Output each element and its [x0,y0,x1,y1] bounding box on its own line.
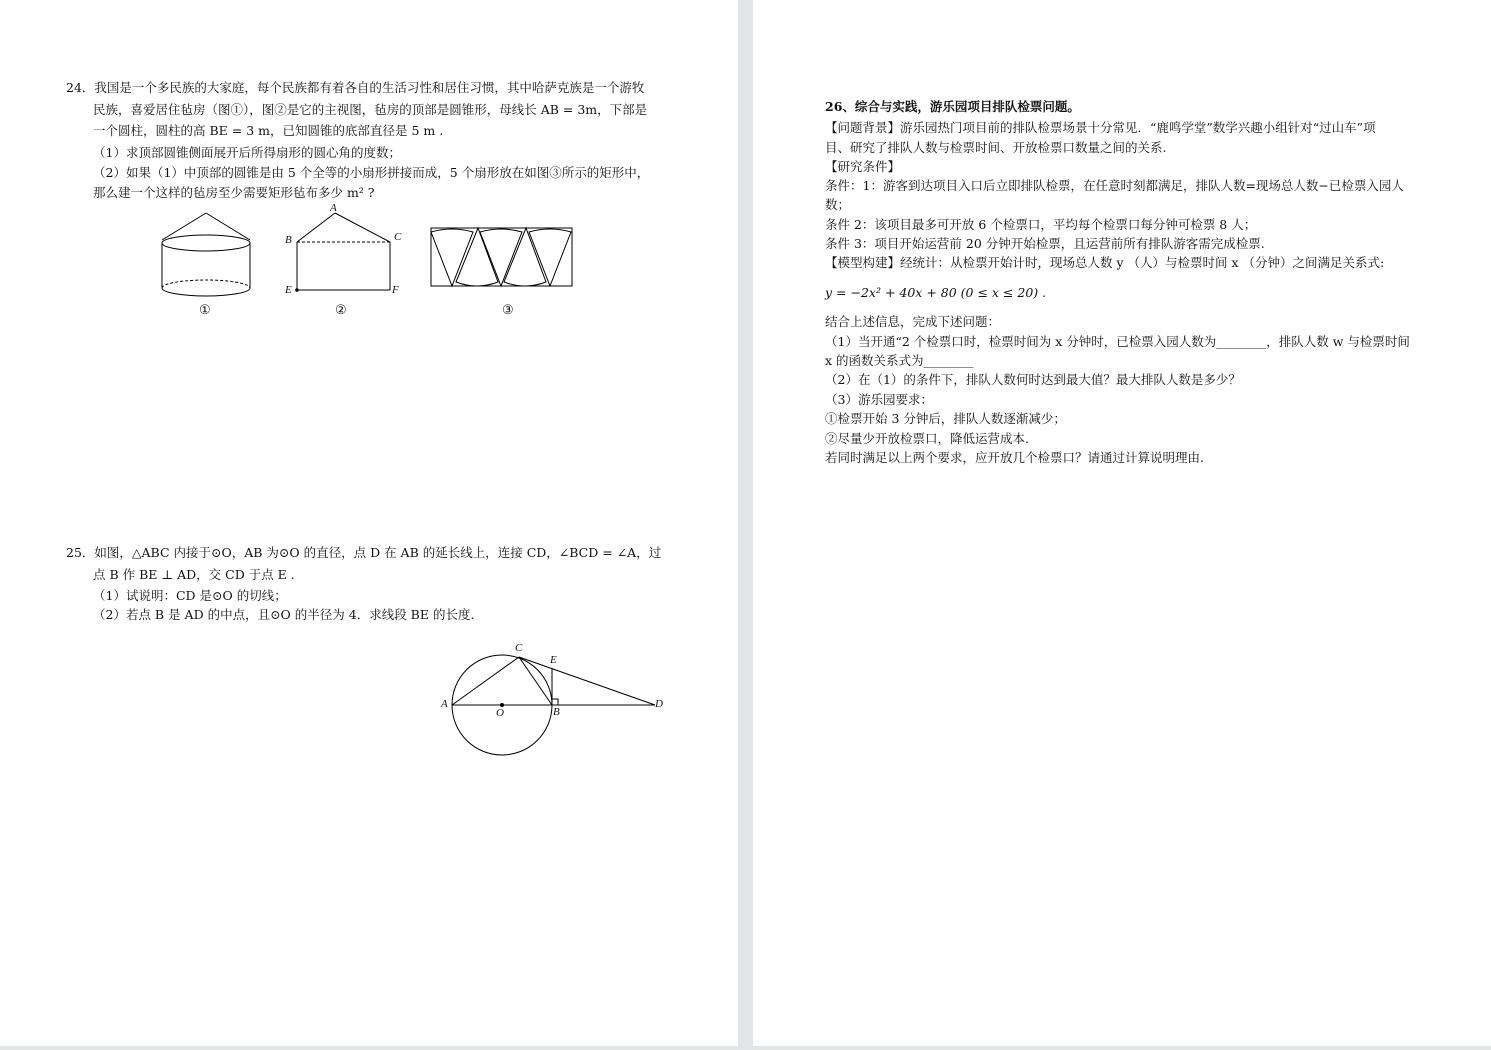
sector-rectangle-figure [430,227,575,289]
fig25-label-d: D [655,698,663,710]
q25-line-4: （2）若点 B 是 AD 的中点，且⊙O 的半径为 4．求线段 BE 的长度. [93,607,475,622]
q26-line-1: 【问题背景】游乐园热门项目前的排队检票场景十分常见．“鹿鸣学堂”数学兴趣小组针对“过山车”项 [825,120,1376,135]
q26-line-4: 条件：1：游客到达项目入口后立即排队检票，在任意时刻都满足，排队人数=现场总人数−已检票入园人 [825,178,1404,193]
q26-line-15: ①检票开始 3 分钟后，排队人数逐渐减少； [825,411,1066,426]
fig25-label-b: B [553,706,560,718]
document-page-left [0,0,738,1046]
q26-line-11: （1）当开通“2 个检票口时，检票时间为 x 分钟时，已检票入园人数为________，排队人数 w 与检票时间 [825,334,1410,349]
q26-line-7: 条件 3：项目开始运营前 20 分钟开始检票，且运营前所有排队游客需完成检票. [825,236,1265,251]
fig2-label-b: B [285,234,292,246]
q26-line-6: 条件 2：该项目最多可开放 6 个检票口，平均每个检票口每分钟可检票 8 人； [825,217,1257,232]
fig2-label-a: A [330,202,337,214]
q25-line-3: （1）试说明：CD 是⊙O 的切线； [93,588,287,603]
q24-line-4: （1）求顶部圆锥侧面展开后所得扇形的圆心角的度数； [93,145,401,160]
document-page-right [753,0,1491,1046]
fig25-label-o: O [496,707,504,719]
fig2-label-e: E [285,284,292,296]
fig25-label-c: C [515,642,523,654]
fig-number-1: ① [199,303,211,318]
fig25-label-e: E [550,654,557,666]
q26-line-8: 【模型构建】经统计：从检票开始计时，现场总人数 y （人）与检票时间 x （分钟）之间满足关系式: [825,255,1385,270]
q24-line-6: 那么建一个这样的毡房至少需要矩形毡布多少 m² ? [93,185,375,200]
q26-line-2: 目、研究了排队人数与检票时间、开放检票口数量之间的关系. [825,140,1167,155]
fig2-label-c: C [394,231,402,243]
q24-line-1: 24．我国是一个多民族的大家庭，每个民族都有着各自的生活习性和居住习惯，其中哈萨克族是一个游牧 [66,80,645,95]
front-view-figure [290,205,400,300]
q26-line-14: （3）游乐园要求： [825,392,933,407]
q26-title: 26、综合与实践，游乐园项目排队检票问题。 [825,99,1080,114]
q24-line-5: （2）如果（1）中顶部的圆锥是由 5 个全等的小扇形拼接而成，5 个扇形放在如图③所示的矩形中， [93,165,650,180]
q26-line-5: 数； [825,197,851,212]
q26-line-12: x 的函数关系式为________ [825,353,974,368]
q25-line-2: 点 B 作 BE ⊥ AD，交 CD 于点 E . [93,567,295,582]
fig25-label-a: A [441,698,448,710]
q24-line-3: 一个圆柱，圆柱的高 BE = 3 m，已知圆锥的底部直径是 5 m . [93,123,444,138]
q25-line-1: 25．如图，△ABC 内接于⊙O，AB 为⊙O 的直径，点 D 在 AB 的延长线上，连接 CD，∠BCD = ∠A，过 [66,545,662,560]
q24-line-2: 民族，喜爱居住毡房（图①），图②是它的主视图，毡房的顶部是圆锥形，母线长 AB = 3m，下部是 [93,102,648,117]
q26-formula: y = −2x² + 40x + 80 (0 ≤ x ≤ 20) . [825,285,1047,300]
yurt-figure [155,208,260,303]
fig2-label-f: F [392,284,399,296]
q26-line-13: （2）在（1）的条件下，排队人数何时达到最大值？最大排队人数是多少？ [825,372,1241,387]
fig-number-2: ② [335,303,347,318]
q26-line-10: 结合上述信息，完成下述问题： [825,314,1001,329]
q26-line-16: ②尽量少开放检票口，降低运营成本. [825,431,1029,446]
fig-number-3: ③ [502,303,514,318]
q26-line-17: 若同时满足以上两个要求，应开放几个检票口？请通过计算说明理由. [825,450,1204,465]
q26-line-3: 【研究条件】 [825,159,901,174]
